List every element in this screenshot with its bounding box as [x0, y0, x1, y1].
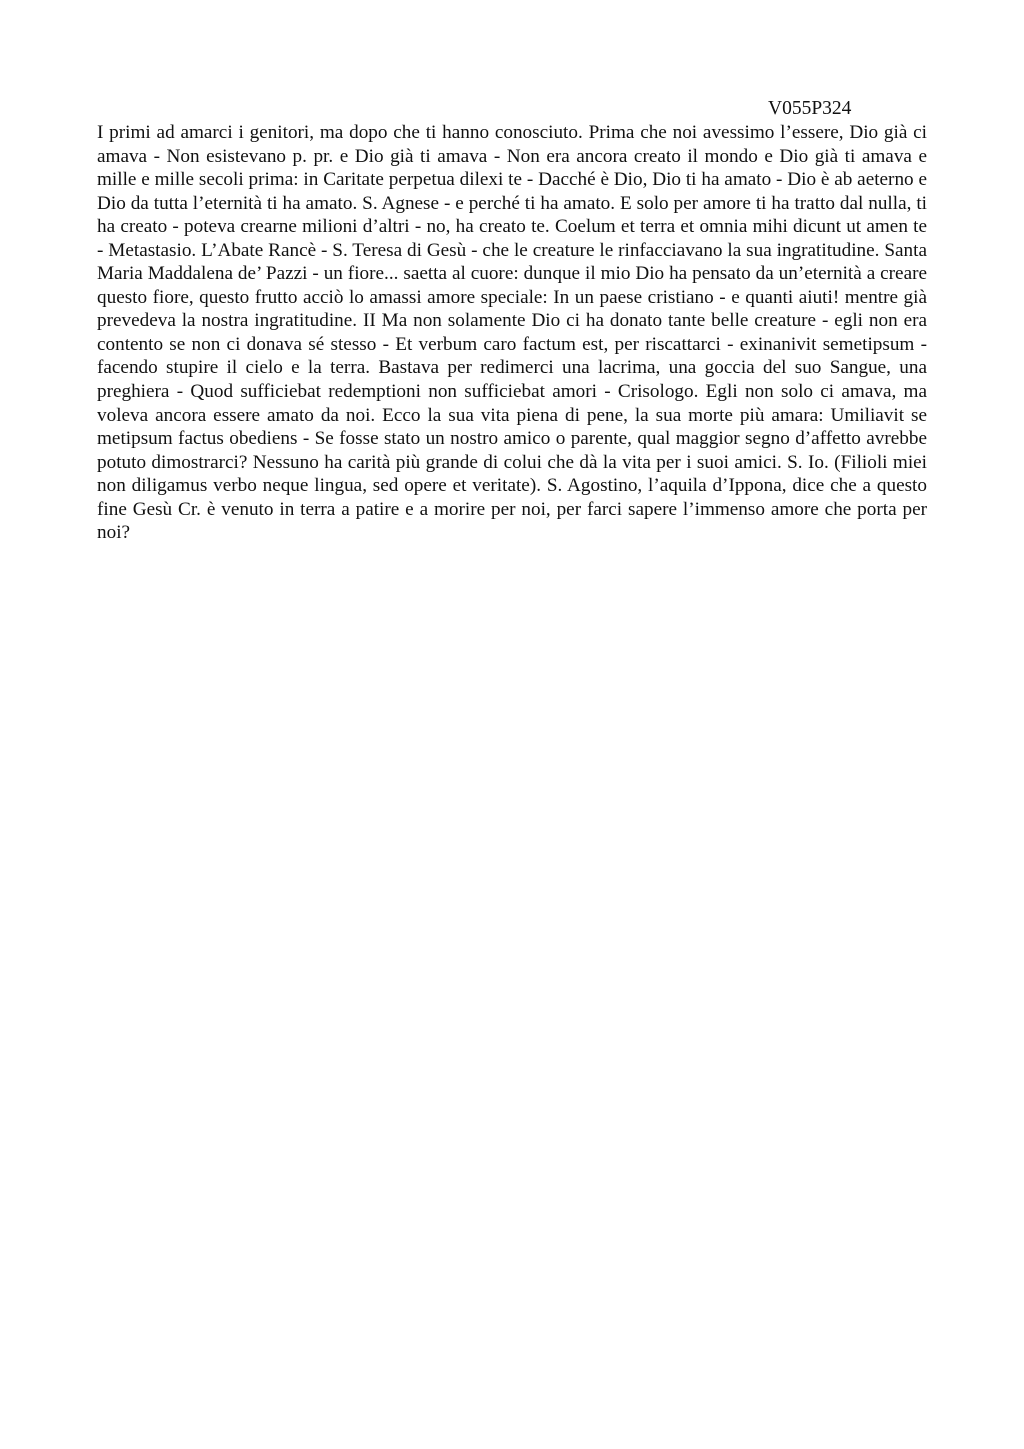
- body-paragraph: I primi ad amarci i genitori, ma dopo che ti hanno conosciuto. Prima che noi avessimo l’essere, Dio già ci amava - Non esistevano p. pr. e Dio già ti amava - Non era ancora creato il mondo e Dio già ti amava e mille e mille secoli prima: in Caritate perpetua dilexi te - Dacché è Dio, Dio ti ha amato - Dio è ab aeterno e Dio da tutta l’eternità ti ha amato. S. Agnese - e perché ti ha amato. E solo per amore ti ha tratto dal nulla, ti ha creato - poteva crearne milioni d’altri - no, ha creato te. Coelum et terra et omnia mihi dicunt ut amen te - Metastasio. L’Abate Rancè - S. Teresa di Gesù - che le creature le rinfacciavano la sua ingratitudine. Santa Maria Maddalena de’ Pazzi - un fiore... saetta al cuore: dunque il mio Dio ha pensato da un’eternità a creare questo fiore, questo frutto acciò lo amassi amore speciale: In un paese cristiano - e quanti aiuti! mentre già prevedeva la nostra ingratitudine. II Ma non solamente Dio ci ha donato tante belle creature - egli non era contento se non ci donava sé stesso - Et verbum caro factum est, per riscattarci - exinanivit semetipsum - facendo stupire il cielo e la terra. Bastava per redimerci una lacrima, una goccia del suo Sangue, una preghiera - Quod sufficiebat redemptioni non sufficiebat amori - Crisologo. Egli non solo ci amava, ma voleva ancora essere amato da noi. Ecco la sua vita piena di pene, la sua morte più amara: Umiliavit se metipsum factus obediens - Se fosse stato un nostro amico o parente, qual maggior segno d’affetto avrebbe potuto dimostrarci? Nessuno ha carità più grande di colui che dà la vita per i suoi amici. S. Io. (Filioli miei non diligamus verbo neque lingua, sed opere et veritate). S. Agostino, l’aquila d’Ippona, dice che a questo fine Gesù Cr. è venuto in terra a patire e a morire per noi, per farci sapere l’immenso amore che porta per noi?: [97, 122, 927, 544]
- page-identifier: V055P324: [768, 98, 852, 119]
